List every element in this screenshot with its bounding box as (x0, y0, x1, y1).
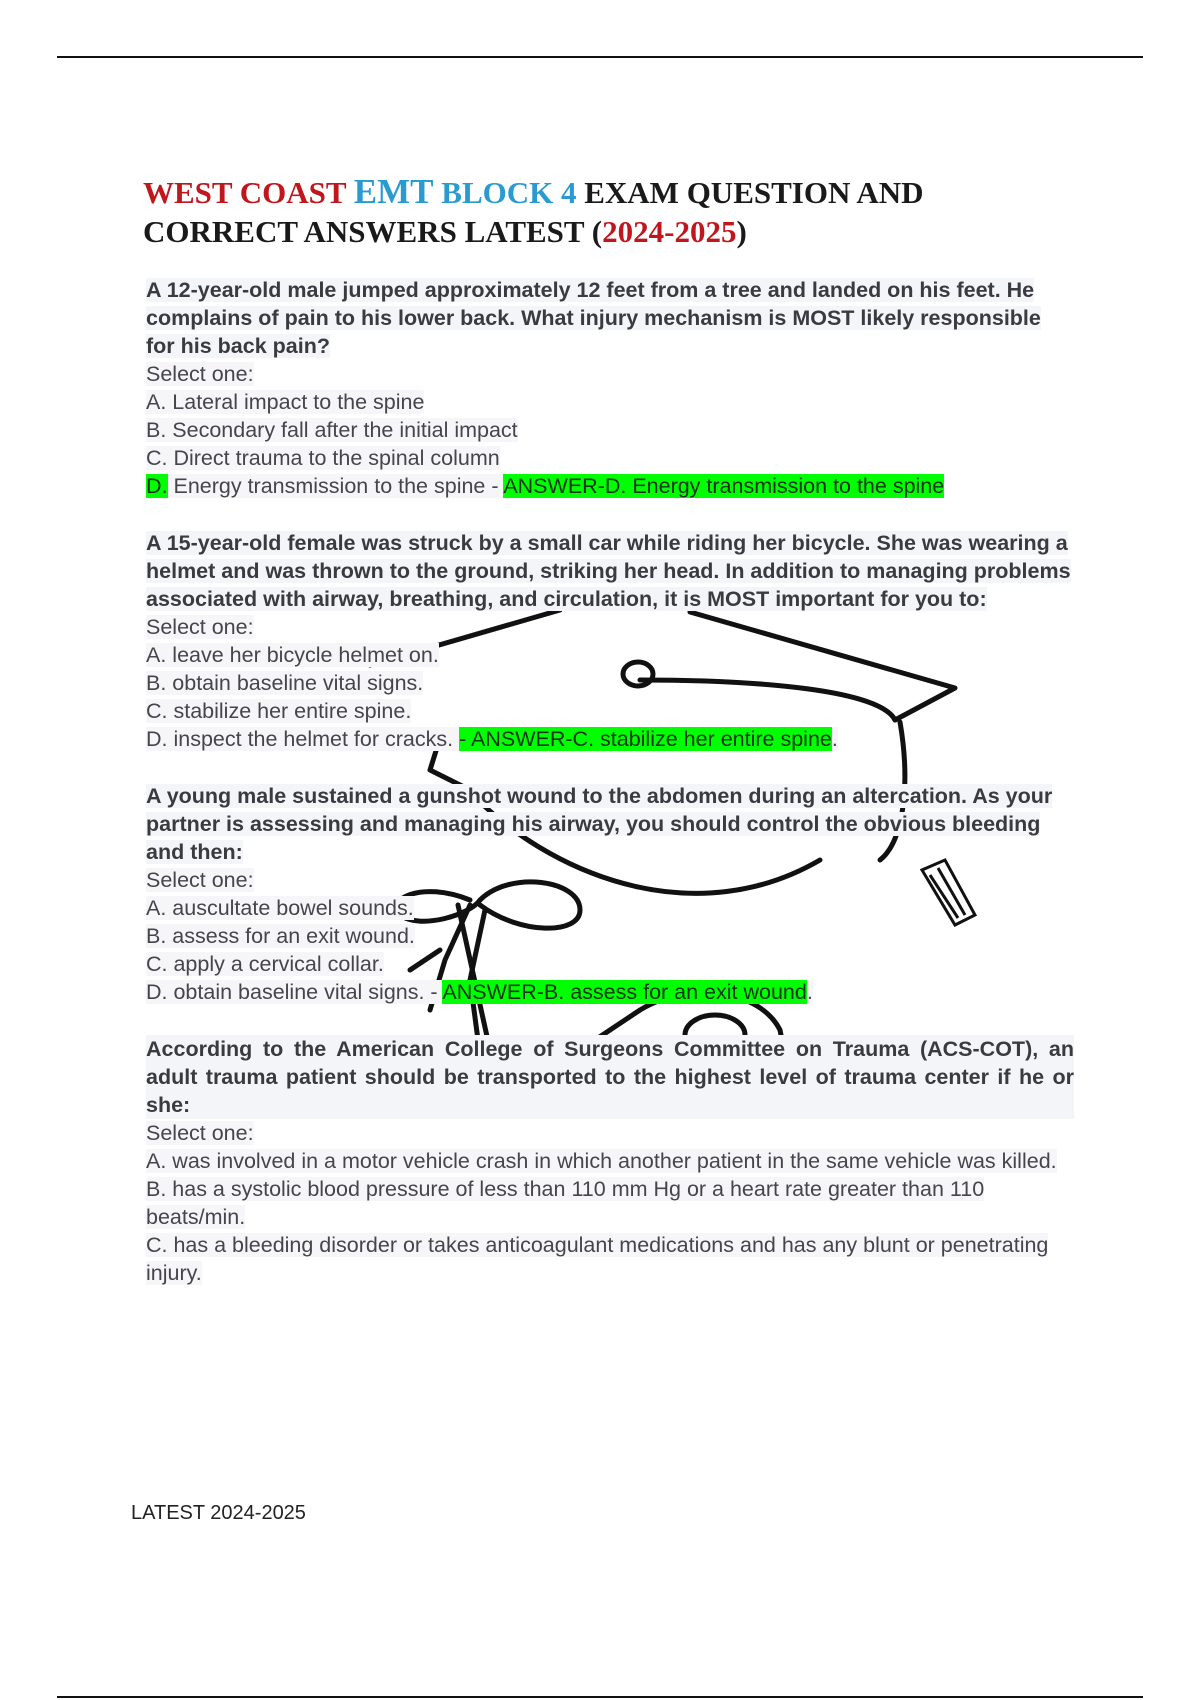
question-1-answer: ANSWER-D. Energy transmission to the spine (503, 474, 945, 498)
title-correct-answers: CORRECT ANSWERS LATEST ( (143, 214, 603, 249)
question-1-text: A 12-year-old male jumped approximately 12 feet from a tree and landed on his feet. He complains of pain to his lower back. What injury mechanism is MOST likely responsible for his back pain? (146, 278, 1041, 358)
title-emt: EMT (353, 172, 434, 211)
question-3-answer: ANSWER-B. assess for an exit wound (442, 980, 807, 1004)
question-4-option-a: A. was involved in a motor vehicle crash in which another patient in the same vehicle was killed. (146, 1149, 1057, 1173)
top-rule (57, 56, 1143, 58)
question-1-option-b: B. Secondary fall after the initial impact (146, 418, 518, 442)
question-4 (146, 1035, 1074, 1287)
question-4-text: According to the American College of Surgeons Committee on Trauma (ACS-COT), an adult trauma patient should be transported to the highest level of trauma center if he or she: (146, 1037, 1074, 1117)
question-2-select-label: Select one: (146, 615, 254, 639)
question-4-select-label: Select one: (146, 1121, 254, 1145)
bottom-rule (57, 1696, 1143, 1698)
title-west-coast: WEST COAST (143, 175, 354, 210)
question-2-option-d: D. inspect the helmet for cracks. (146, 727, 460, 751)
question-2-option-a: A. leave her bicycle helmet on. (146, 643, 439, 667)
question-3 (146, 782, 1074, 1006)
question-3-option-a: A. auscultate bowel sounds. (146, 896, 414, 920)
question-2-text: A 15-year-old female was struck by a small car while riding her bicycle. She was wearing a helmet and was thrown to the ground, striking her head. In addition to managing problems associated with airway, breathing, and circulation, it is MOST important for you to: (146, 531, 1071, 611)
title-year: 2024-2025 (602, 214, 737, 249)
question-2-option-c: C. stabilize her entire spine. (146, 699, 412, 723)
title-close-paren: ) (736, 214, 747, 249)
question-4-option-c: C. has a bleeding disorder or takes anticoagulant medications and has any blunt or penetrating injury. (146, 1233, 1049, 1285)
document-title (143, 172, 1043, 251)
question-3-answer-suffix: . (806, 980, 813, 1004)
question-list (146, 276, 1074, 1316)
question-1-option-a: A. Lateral impact to the spine (146, 390, 425, 414)
question-1-select-label: Select one: (146, 362, 254, 386)
title-block: BLOCK 4 (433, 175, 577, 210)
question-3-text: A young male sustained a gunshot wound to the abdomen during an altercation. As your partner is assessing and managing his airway, you should control the obvious bleeding and then: (146, 784, 1053, 864)
question-1 (146, 276, 1074, 500)
title-exam: EXAM QUESTION AND (576, 175, 924, 210)
question-4-option-b: B. has a systolic blood pressure of less than 110 mm Hg or a heart rate greater than 110 beats/min. (146, 1177, 985, 1229)
question-3-option-c: C. apply a cervical collar. (146, 952, 384, 976)
question-1-option-d-letter: D. (146, 474, 168, 498)
question-2-option-b: B. obtain baseline vital signs. (146, 671, 424, 695)
question-1-option-c: C. Direct trauma to the spinal column (146, 446, 500, 470)
question-3-option-d: D. obtain baseline vital signs. - (146, 980, 443, 1004)
footer-text: LATEST 2024-2025 (131, 1502, 306, 1524)
question-3-select-label: Select one: (146, 868, 254, 892)
question-2-answer: - ANSWER-C. stabilize her entire spine (459, 727, 832, 751)
question-1-option-d: Energy transmission to the spine - (167, 474, 504, 498)
question-2-answer-suffix: . (831, 727, 838, 751)
question-3-option-b: B. assess for an exit wound. (146, 924, 415, 948)
question-2 (146, 529, 1074, 753)
